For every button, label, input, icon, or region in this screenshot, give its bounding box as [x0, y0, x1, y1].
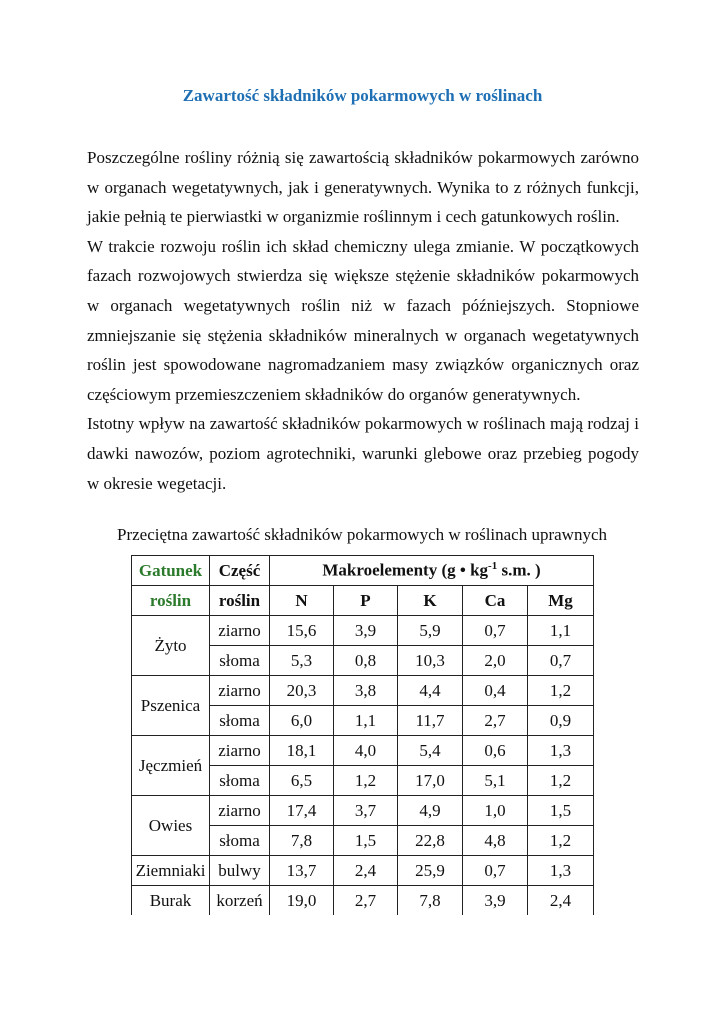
value-mg: 2,4	[528, 886, 594, 916]
document-title: Zawartość składników pokarmowych w roślinach	[182, 86, 543, 105]
part-cell: słoma	[210, 706, 270, 736]
value-n: 6,0	[270, 706, 334, 736]
paragraph-1: Poszczególne rośliny różnią się zawartością składników pokarmowych zarówno w organach wegetatywnych, jak i generatywnych. Wynika to z różnych funkcji, jakie pełnią te pierwiastki w organizmie roślinnym i cech gatunkowych roślin.	[87, 148, 639, 227]
nutrient-table	[131, 555, 594, 915]
header-element-p: P	[334, 586, 398, 616]
value-n: 19,0	[270, 886, 334, 916]
value-n: 17,4	[270, 796, 334, 826]
part-cell: słoma	[210, 826, 270, 856]
part-cell: korzeń	[210, 886, 270, 916]
makro-exponent: -1	[488, 560, 498, 573]
value-k: 25,9	[398, 856, 463, 886]
table-row	[132, 886, 594, 916]
value-mg: 1,5	[528, 796, 594, 826]
part-cell: ziarno	[210, 616, 270, 646]
part-cell: ziarno	[210, 796, 270, 826]
paragraph-3: Istotny wpływ na zawartość składników pokarmowych w roślinach mają rodzaj i dawki nawozów, poziom agrotechniki, warunki glebowe oraz przebieg pogody w okresie wegetacji.	[87, 414, 639, 493]
value-k: 5,4	[398, 736, 463, 766]
value-p: 2,4	[334, 856, 398, 886]
value-k: 5,9	[398, 616, 463, 646]
table-caption: Przeciętna zawartość składników pokarmowych w roślinach uprawnych	[117, 525, 608, 544]
value-p: 1,5	[334, 826, 398, 856]
value-p: 2,7	[334, 886, 398, 916]
part-cell: ziarno	[210, 676, 270, 706]
value-n: 6,5	[270, 766, 334, 796]
makro-unit: s.m. )	[497, 560, 541, 580]
species-cell: Burak	[132, 886, 210, 916]
value-n: 5,3	[270, 646, 334, 676]
header-gatunek-line2: roślin	[132, 586, 210, 616]
part-cell: bulwy	[210, 856, 270, 886]
value-k: 10,3	[398, 646, 463, 676]
value-ca: 0,6	[463, 736, 528, 766]
value-ca: 0,7	[463, 856, 528, 886]
value-k: 7,8	[398, 886, 463, 916]
value-n: 13,7	[270, 856, 334, 886]
part-cell: słoma	[210, 646, 270, 676]
header-element-mg: Mg	[528, 586, 594, 616]
table-row	[132, 676, 594, 706]
header-makroelementy	[270, 556, 594, 586]
value-k: 4,4	[398, 676, 463, 706]
header-czesc-line2: roślin	[210, 586, 270, 616]
value-p: 4,0	[334, 736, 398, 766]
value-mg: 0,9	[528, 706, 594, 736]
species-cell: Owies	[132, 796, 210, 856]
value-p: 1,1	[334, 706, 398, 736]
value-n: 7,8	[270, 826, 334, 856]
value-ca: 0,4	[463, 676, 528, 706]
value-ca: 4,8	[463, 826, 528, 856]
header-element-n: N	[270, 586, 334, 616]
value-ca: 5,1	[463, 766, 528, 796]
value-mg: 1,2	[528, 766, 594, 796]
part-cell: ziarno	[210, 736, 270, 766]
value-k: 22,8	[398, 826, 463, 856]
value-mg: 1,1	[528, 616, 594, 646]
table-row	[132, 856, 594, 886]
value-ca: 2,0	[463, 646, 528, 676]
value-mg: 1,2	[528, 676, 594, 706]
body-text	[87, 143, 639, 498]
value-p: 0,8	[334, 646, 398, 676]
value-ca: 0,7	[463, 616, 528, 646]
header-czesc-line1: Część	[210, 556, 270, 586]
species-cell: Jęczmień	[132, 736, 210, 796]
value-p: 1,2	[334, 766, 398, 796]
value-p: 3,7	[334, 796, 398, 826]
value-ca: 2,7	[463, 706, 528, 736]
value-ca: 3,9	[463, 886, 528, 916]
value-n: 15,6	[270, 616, 334, 646]
value-mg: 1,3	[528, 856, 594, 886]
value-k: 11,7	[398, 706, 463, 736]
value-p: 3,9	[334, 616, 398, 646]
header-element-k: K	[398, 586, 463, 616]
table-row	[132, 616, 594, 646]
value-mg: 1,2	[528, 826, 594, 856]
value-k: 17,0	[398, 766, 463, 796]
species-cell: Ziemniaki	[132, 856, 210, 886]
value-n: 20,3	[270, 676, 334, 706]
value-ca: 1,0	[463, 796, 528, 826]
species-cell: Żyto	[132, 616, 210, 676]
value-k: 4,9	[398, 796, 463, 826]
header-gatunek-line1: Gatunek	[132, 556, 210, 586]
makro-label: Makroelementy (g • kg	[322, 560, 489, 580]
part-cell: słoma	[210, 766, 270, 796]
header-element-ca: Ca	[463, 586, 528, 616]
value-n: 18,1	[270, 736, 334, 766]
table-row	[132, 796, 594, 826]
value-mg: 1,3	[528, 736, 594, 766]
paragraph-2: W trakcie rozwoju roślin ich skład chemiczny ulega zmianie. W początkowych fazach rozwojowych stwierdza się większe stężenie składników pokarmowych w organach wegetatywnych roślin niż w fazach późniejszych. Stopniowe zmniejszanie się stężenia składników mineralnych w organach wegetatywnych roślin jest spowodowane nagromadzaniem masy związków organicznych oraz częściowym przemieszczeniem składników do organów generatywnych.	[87, 236, 639, 404]
value-p: 3,8	[334, 676, 398, 706]
species-cell: Pszenica	[132, 676, 210, 736]
table-row	[132, 736, 594, 766]
value-mg: 0,7	[528, 646, 594, 676]
